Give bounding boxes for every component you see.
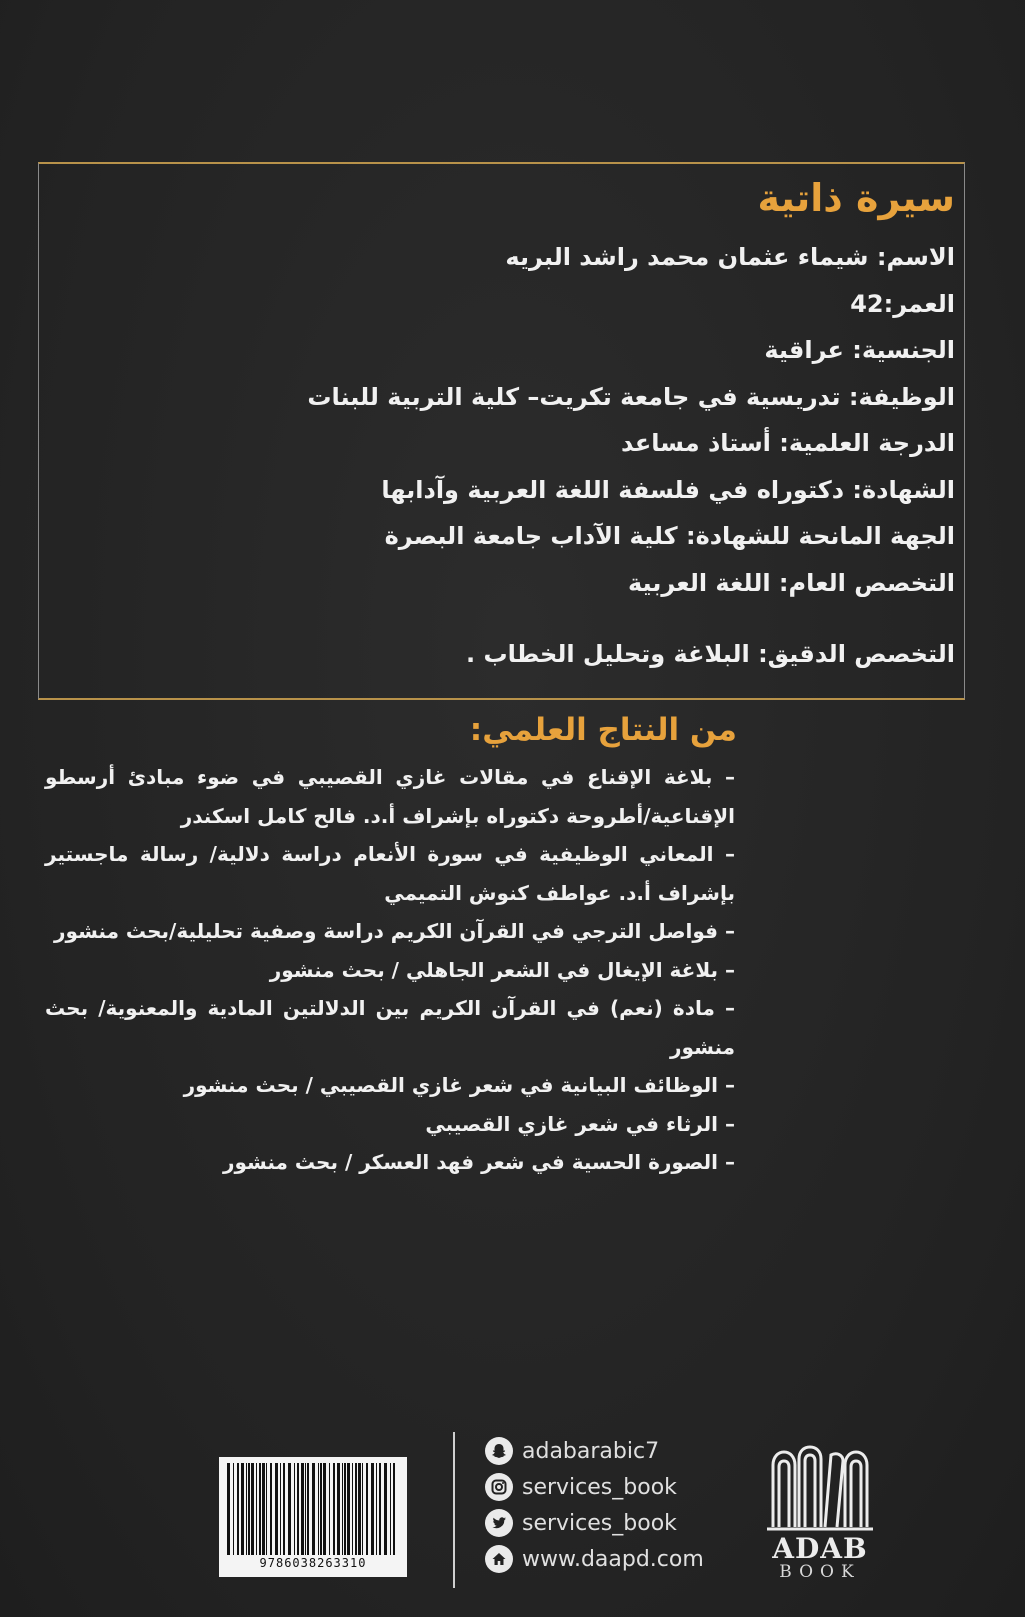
social-twitter[interactable] <box>485 1505 704 1541</box>
barcode-bars <box>225 1463 401 1555</box>
bio-line-job: الوظيفة: تدريسية في جامعة تكريت– كلية التربية للبنات <box>307 382 955 411</box>
works-item: – الوظائف البيانية في شعر غازي القصيبي / بحث منشور <box>183 1073 735 1097</box>
snapchat-icon <box>485 1437 513 1465</box>
works-item: – فواصل الترجي في القرآن الكريم دراسة وصفية تحليلية/بحث منشور <box>54 919 735 943</box>
snapchat-handle: adabarabic7 <box>522 1438 660 1464</box>
instagram-handle: services_book <box>522 1474 677 1500</box>
bio-line-precise-specialty: التخصص الدقيق: البلاغة وتحليل الخطاب . <box>466 640 955 668</box>
works-item: – بلاغة الإقناع في مقالات غازي القصيبي في ضوء مبادئ أرسطو الإقناعية/أطروحة دكتوراه بإشراف أ.د. فالح كامل اسكندر <box>45 765 735 828</box>
twitter-handle: services_book <box>522 1510 677 1536</box>
works-title: من النتاج العلمي: <box>469 712 737 748</box>
logo-word: ADAB <box>772 1532 868 1565</box>
works-item: – الرثاء في شعر غازي القصيبي <box>425 1111 735 1136</box>
social-links <box>485 1433 704 1577</box>
adab-book-logo <box>755 1445 885 1585</box>
books-icon <box>765 1445 875 1531</box>
bio-line-name: الاسم: شيماء عثمان محمد راشد البريه <box>505 243 955 271</box>
website-url: www.daapd.com <box>522 1546 704 1572</box>
social-snapchat[interactable] <box>485 1433 704 1469</box>
instagram-icon <box>485 1473 513 1501</box>
works-item: – الصورة الحسية في شعر فهد العسكر / بحث منشور <box>222 1150 735 1174</box>
logo-sub: BOOK <box>779 1562 861 1582</box>
bio-lines <box>135 234 955 678</box>
bio-line-age: العمر:42 <box>850 289 955 318</box>
bio-line-nationality: الجنسية: عراقية <box>764 336 955 364</box>
works-list <box>45 758 735 1182</box>
social-instagram[interactable] <box>485 1469 704 1505</box>
isbn-barcode <box>219 1457 407 1577</box>
works-item: – مادة (نعم) في القرآن الكريم بين الدلالتين المادية والمعنوية/ بحث منشور <box>45 996 735 1059</box>
bio-title: سيرة ذاتية <box>757 176 955 220</box>
works-item: – بلاغة الإيغال في الشعر الجاهلي / بحث منشور <box>269 957 735 982</box>
bio-line-degree: الشهادة: دكتوراه في فلسفة اللغة العربية وآدابها <box>381 475 955 504</box>
footer-divider <box>453 1432 455 1588</box>
twitter-icon <box>485 1509 513 1537</box>
social-website[interactable] <box>485 1541 704 1577</box>
bio-line-granting-body: الجهة المانحة للشهادة: كلية الآداب جامعة البصرة <box>384 522 955 550</box>
works-item: – المعاني الوظيفية في سورة الأنعام دراسة دلالية/ رسالة ماجستير بإشراف أ.د. عواطف كنوش التميمي <box>45 842 735 905</box>
bio-line-general-specialty: التخصص العام: اللغة العربية <box>628 568 955 597</box>
bio-line-rank: الدرجة العلمية: أستاذ مساعد <box>621 429 955 457</box>
home-icon <box>485 1545 513 1573</box>
barcode-number: 9786038263310 <box>259 1556 367 1570</box>
